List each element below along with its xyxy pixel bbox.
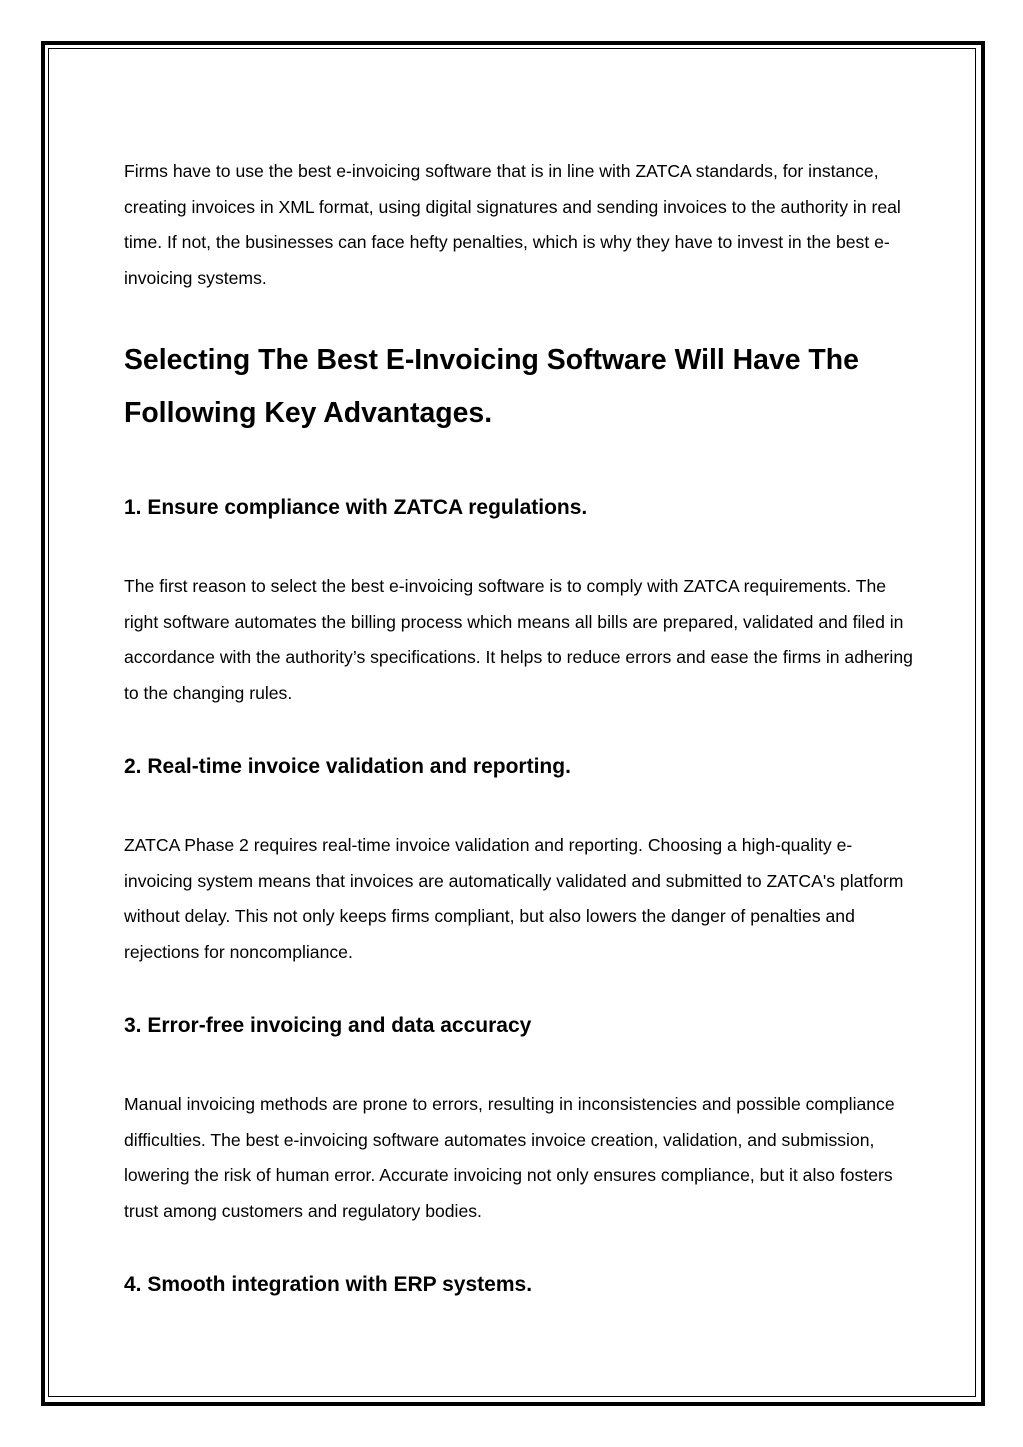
document-body	[124, 154, 914, 1300]
intro-paragraph: Firms have to use the best e-invoicing software that is in line with ZATCA standards, for instance, creating invoices in XML format, using digital signatures and sending invoices to the authority in real time. If not, the businesses can face hefty penalties, which is why they have to invest in the best e-invoicing systems.	[124, 161, 901, 288]
section-heading-4: 4. Smooth integration with ERP systems.	[124, 1273, 533, 1296]
section-heading-3: 3. Error-free invoicing and data accuracy	[124, 1014, 532, 1037]
main-heading: Selecting The Best E-Invoicing Software Will Have The Following Key Advantages.	[124, 344, 859, 429]
section-paragraph-3: Manual invoicing methods are prone to errors, resulting in inconsistencies and possible compliance difficulties. The best e-invoicing software automates invoice creation, validation, and submission, lowering the risk of human error. Accurate invoicing not only ensures compliance, but it also fosters trust among customers and regulatory bodies.	[124, 1094, 895, 1221]
section-heading-2: 2. Real-time invoice validation and reporting.	[124, 755, 571, 778]
section-paragraph-2: ZATCA Phase 2 requires real-time invoice validation and reporting. Choosing a high-quality e-invoicing system means that invoices are automatically validated and submitted to ZATCA's platform without delay. This not only keeps firms compliant, but also lowers the danger of penalties and rejections for noncompliance.	[124, 835, 904, 962]
section-heading-1: 1. Ensure compliance with ZATCA regulations.	[124, 496, 588, 519]
section-paragraph-1: The first reason to select the best e-invoicing software is to comply with ZATCA requirements. The right software automates the billing process which means all bills are prepared, validated and filed in accordance with the authority’s specifications. It helps to reduce errors and ease the firms in adhering to the changing rules.	[124, 576, 913, 703]
